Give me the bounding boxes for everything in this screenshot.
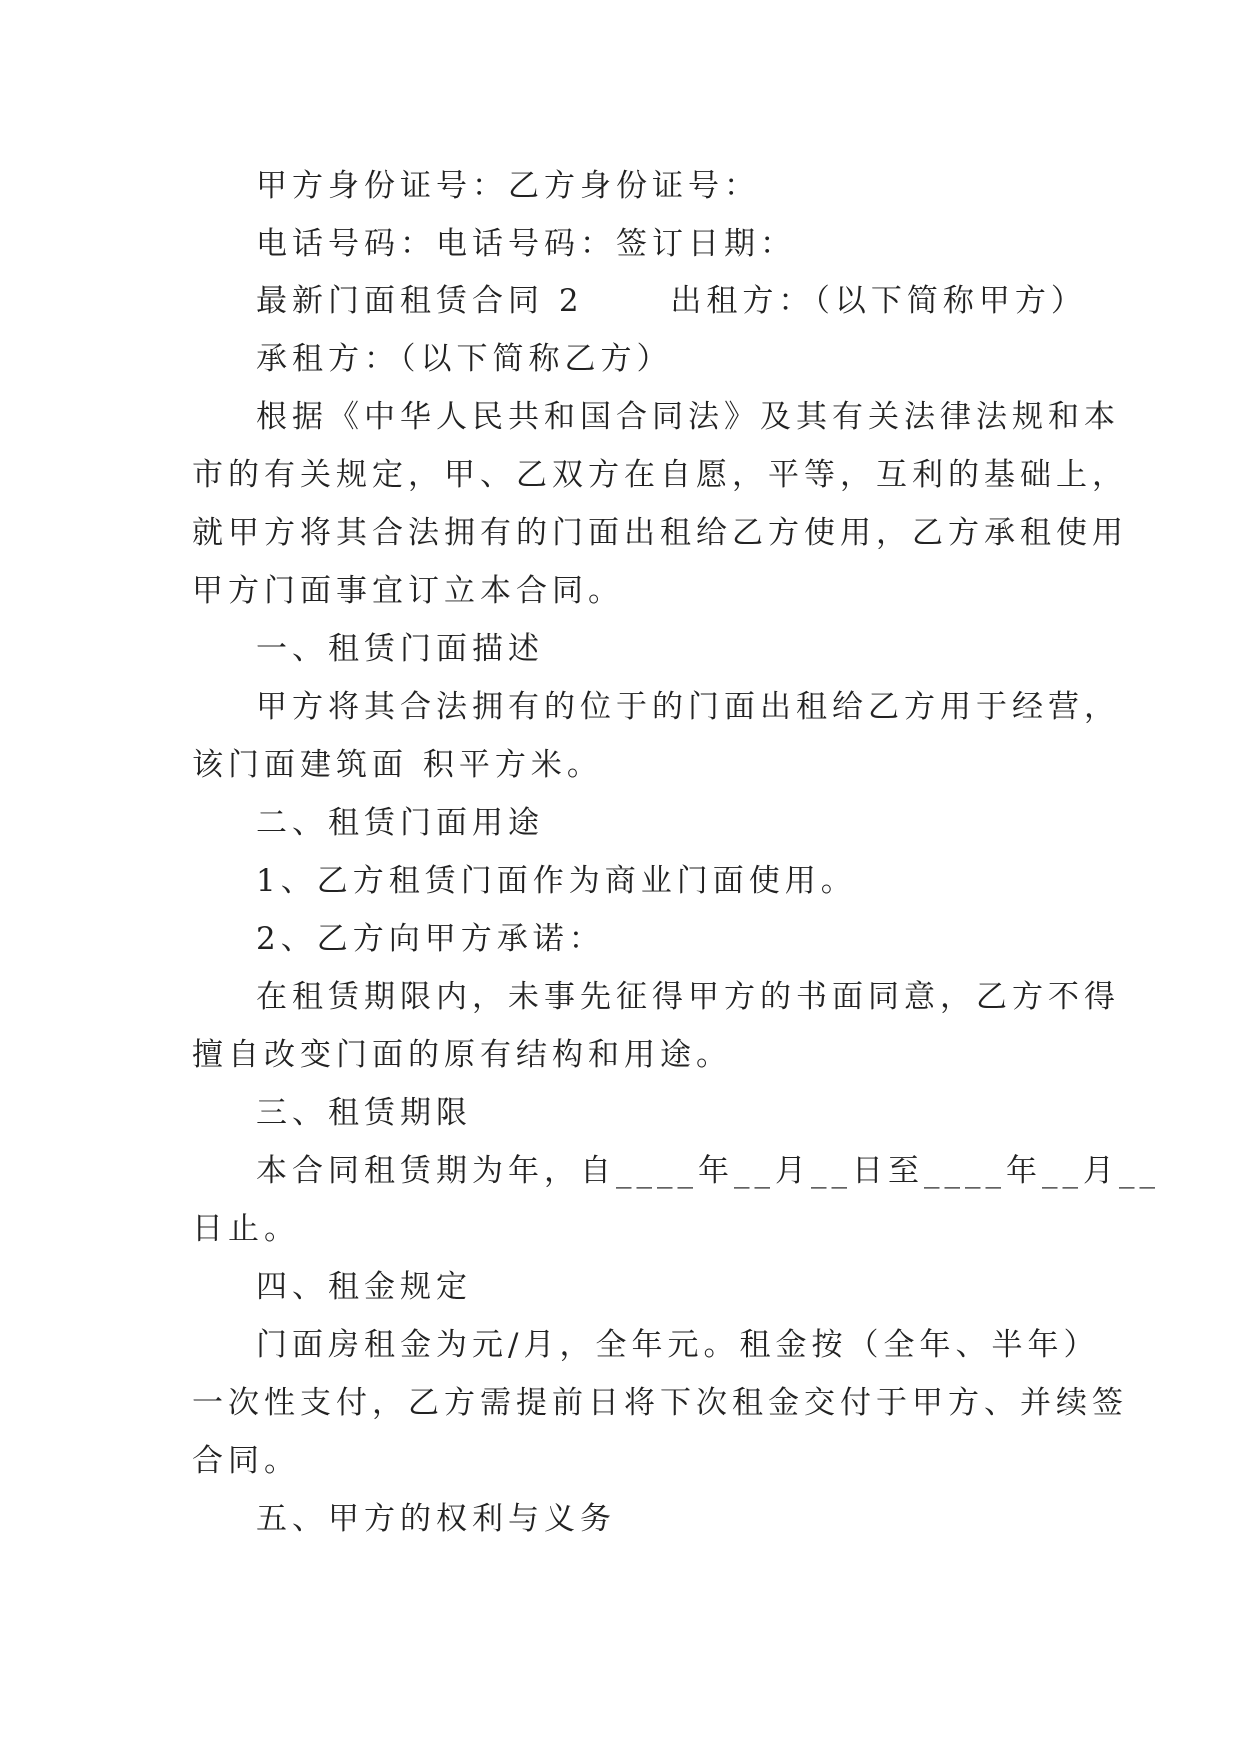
text-line-preamble-4: 甲方门面事宜订立本合同。	[192, 573, 624, 609]
section-heading-4: 四、租金规定	[256, 1269, 472, 1305]
text-line-preamble-2: 市的有关规定，甲、乙双方在自愿，平等，互利的基础上，	[192, 457, 1128, 493]
text-line-section2-detail-2: 擅自改变门面的原有结构和用途。	[192, 1037, 732, 1073]
text-line-lessee: 承租方：（以下简称乙方）	[256, 341, 673, 377]
text-line-section3-2: 日止。	[192, 1211, 300, 1247]
text-line-preamble-1: 根据《中华人民共和国合同法》及其有关法律法规和本	[256, 399, 1120, 435]
section-heading-5: 五、甲方的权利与义务	[256, 1501, 616, 1537]
text-line-preamble-3: 就甲方将其合法拥有的门面出租给乙方使用，乙方承租使用	[192, 515, 1128, 551]
text-line-section2-detail-1: 在租赁期限内，未事先征得甲方的书面同意，乙方不得	[256, 979, 1120, 1015]
text-line-contract-title-lessor: 最新门面租赁合同 2 出租方：（以下简称甲方）	[256, 283, 1087, 319]
section-heading-1: 一、租赁门面描述	[256, 631, 544, 667]
text-line-section2-item1: 1、乙方租赁门面作为商业门面使用。	[256, 863, 857, 899]
section-heading-3: 三、租赁期限	[256, 1095, 472, 1131]
text-line-section3-1: 本合同租赁期为年，自____年__月__日至____年__月__	[256, 1153, 1160, 1189]
text-line-party-id: 甲方身份证号：乙方身份证号：	[256, 168, 760, 204]
text-line-phone-date: 电话号码：电话号码：签订日期：	[256, 226, 796, 262]
text-line-section4-1: 门面房租金为元/月，全年元。租金按（全年、半年）	[256, 1327, 1100, 1363]
text-line-section1-1: 甲方将其合法拥有的位于的门面出租给乙方用于经营，	[256, 689, 1120, 725]
section-heading-2: 二、租赁门面用途	[256, 805, 544, 841]
text-line-section1-2: 该门面建筑面 积平方米。	[192, 747, 603, 783]
text-line-section2-item2: 2、乙方向甲方承诺：	[256, 921, 605, 957]
text-line-section4-2: 一次性支付，乙方需提前日将下次租金交付于甲方、并续签	[192, 1385, 1128, 1421]
text-line-section4-3: 合同。	[192, 1443, 300, 1479]
